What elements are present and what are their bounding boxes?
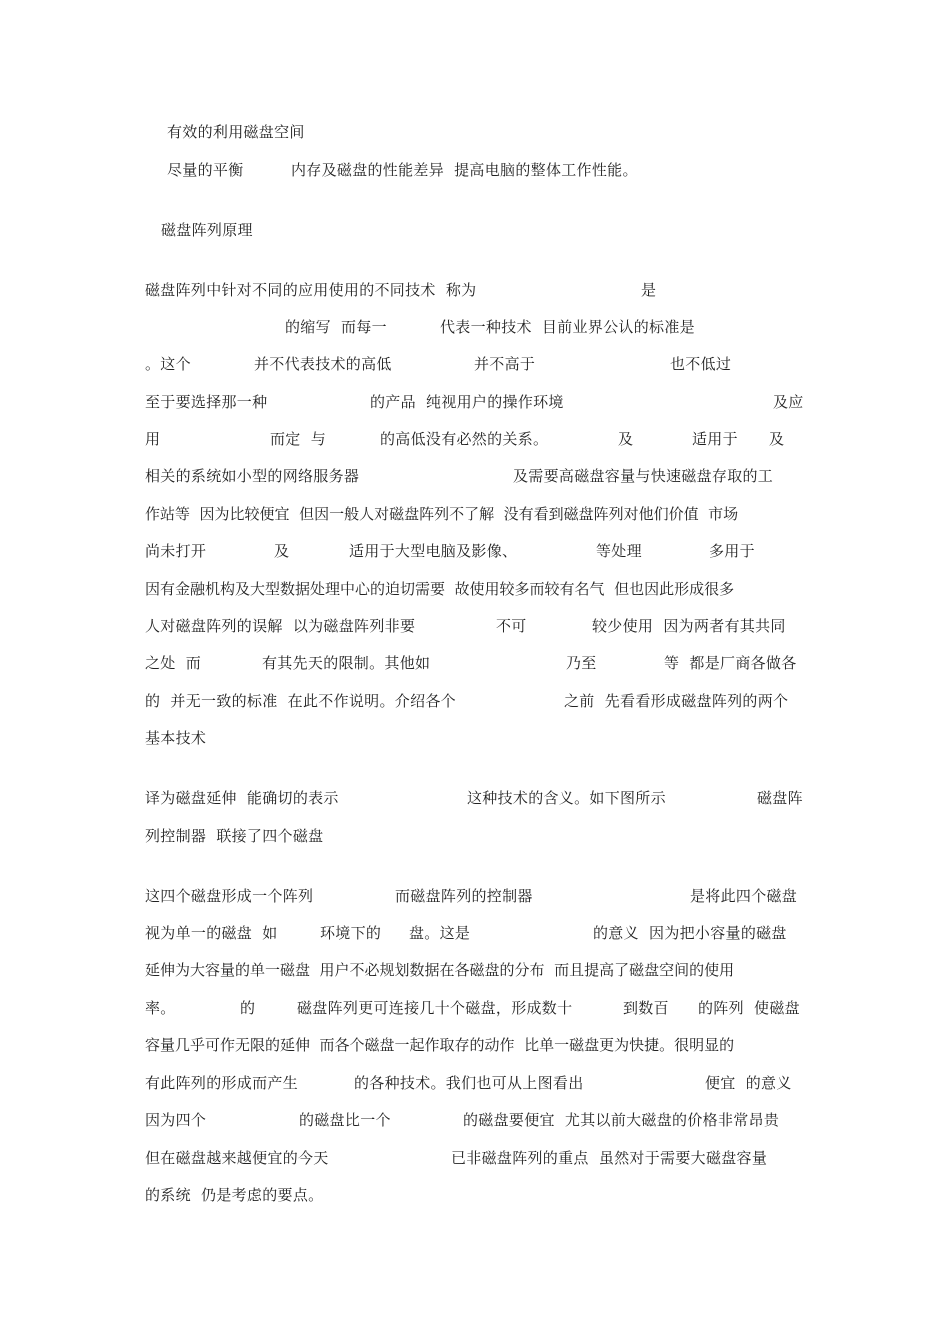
text-line [0, 691, 950, 717]
text-segment: 容量几乎可作无限的延伸 而各个磁盘一起作取存的动作 比单一磁盘更为快捷。很明显的 [145, 1036, 735, 1054]
text-segment: 有此阵列的形成而产生 [145, 1074, 299, 1092]
text-line [0, 466, 950, 492]
text-segment: 等处理 [596, 542, 642, 560]
text-line [0, 1148, 950, 1174]
text-segment: 作站等 因为比较便宜 但因一般人对磁盘阵列不了解 没有看到磁盘阵列对他们价值 市场 [145, 505, 739, 523]
text-segment: 等 都是厂商各做各 [664, 654, 797, 672]
text-segment: 列控制器 联接了四个磁盘 [145, 827, 324, 845]
text-line [0, 280, 950, 306]
text-segment: 不可 [496, 617, 527, 635]
text-segment: 的阵列 使磁盘 [698, 999, 800, 1017]
text-line [0, 317, 950, 343]
text-segment: 这四个磁盘形成一个阵列 [145, 887, 314, 905]
text-segment: 的磁盘比一个 [299, 1111, 391, 1129]
text-segment: 尚未打开 [145, 542, 207, 560]
text-line [0, 160, 950, 186]
text-segment: 磁盘阵列中针对不同的应用使用的不同技术 称为 [145, 281, 477, 299]
text-segment: 环境下的 [320, 924, 382, 942]
text-segment: 及需要高磁盘容量与快速磁盘存取的工 [513, 467, 774, 485]
text-line [0, 392, 950, 418]
text-segment: 人对磁盘阵列的误解 以为磁盘阵列非要 [145, 617, 416, 635]
text-segment: 。这个 [145, 355, 191, 373]
text-segment: 的磁盘要便宜 尤其以前大磁盘的价格非常昂贵 [463, 1111, 780, 1129]
text-segment: 乃至 [566, 654, 597, 672]
text-segment: 及 [274, 542, 290, 560]
text-line [0, 1110, 950, 1136]
text-segment: 视为单一的磁盘 如 [145, 924, 278, 942]
text-segment: 是将此四个磁盘 [690, 887, 798, 905]
text-line [0, 998, 950, 1024]
text-segment: 有其先天的限制。其他如 [262, 654, 431, 672]
text-segment: 相关的系统如小型的网络服务器 [145, 467, 360, 485]
text-segment: 磁盘阵列更可连接几十个磁盘，形成数十 [297, 999, 573, 1017]
text-segment: 是 [641, 281, 657, 299]
text-segment: 的各种技术。我们也可从上图看出 [354, 1074, 584, 1092]
text-segment: 延伸为大容量的单一磁盘 用户不必规划数据在各磁盘的分布 而且提高了磁盘空间的使用 [145, 961, 735, 979]
text-line [0, 354, 950, 380]
text-segment: 便宜 的意义 [705, 1074, 792, 1092]
text-line [0, 541, 950, 567]
text-segment: 的 并无一致的标准 在此不作说明。介绍各个 [145, 692, 456, 710]
text-line [0, 1185, 950, 1211]
text-segment: 适用于大型电脑及影像、 [349, 542, 518, 560]
text-segment: 的 [240, 999, 256, 1017]
text-segment: 适用于 [692, 430, 738, 448]
text-segment: 磁盘阵 [757, 789, 803, 807]
text-line [0, 923, 950, 949]
text-segment: 及 [769, 430, 785, 448]
text-segment: 的系统 仍是考虑的要点。 [145, 1186, 324, 1204]
text-segment: 到数百 [623, 999, 669, 1017]
text-segment: 因为四个 [145, 1111, 207, 1129]
text-segment: 并不高于 [474, 355, 536, 373]
text-segment: 但在磁盘越来越便宜的今天 [145, 1149, 329, 1167]
text-segment: 译为磁盘延伸 能确切的表示 [145, 789, 339, 807]
text-line [0, 616, 950, 642]
text-segment: 的缩写 而每一 [285, 318, 387, 336]
text-segment: 之处 而 [145, 654, 202, 672]
text-segment: 的意义 因为把小容量的磁盘 [593, 924, 787, 942]
text-line [0, 728, 950, 754]
text-segment: 及应 [773, 393, 804, 411]
text-segment: 盘。这是 [409, 924, 471, 942]
text-segment: 用 [145, 430, 161, 448]
text-segment: 有效的利用磁盘空间 [167, 123, 305, 141]
text-segment: 之前 先看看形成磁盘阵列的两个 [564, 692, 789, 710]
text-line [0, 1073, 950, 1099]
text-segment: 也不低过 [670, 355, 732, 373]
text-segment: 及 [618, 430, 634, 448]
text-segment: 基本技术 [145, 729, 207, 747]
text-line [0, 653, 950, 679]
text-segment: 的产品 纯视用户的操作环境 [370, 393, 564, 411]
text-line [0, 579, 950, 605]
text-segment: 多用于 [709, 542, 755, 560]
text-line [0, 886, 950, 912]
section-heading [0, 220, 950, 246]
text-line [0, 960, 950, 986]
text-segment: 并不代表技术的高低 [254, 355, 392, 373]
text-line [0, 504, 950, 530]
text-segment: 磁盘阵列原理 [161, 221, 253, 239]
text-segment: 尽量的平衡 [167, 161, 244, 179]
text-line [0, 1035, 950, 1061]
text-segment: 已非磁盘阵列的重点 虽然对于需要大磁盘容量 [451, 1149, 768, 1167]
text-line [0, 122, 950, 148]
text-segment: 代表一种技术 目前业界公认的标准是 [440, 318, 695, 336]
text-line [0, 826, 950, 852]
text-segment: 较少使用 因为两者有其共同 [592, 617, 786, 635]
text-segment: 的高低没有必然的关系。 [380, 430, 549, 448]
text-segment: 至于要选择那一种 [145, 393, 268, 411]
text-segment: 这种技术的含义。如下图所示 [467, 789, 666, 807]
text-line [0, 788, 950, 814]
text-segment: 因有金融机构及大型数据处理中心的迫切需要 故使用较多而较有名气 但也因此形成很多 [145, 580, 735, 598]
text-segment: 率。 [145, 999, 176, 1017]
text-segment: 而磁盘阵列的控制器 [395, 887, 533, 905]
text-segment: 而定 与 [270, 430, 327, 448]
text-line [0, 429, 950, 455]
text-segment: 内存及磁盘的性能差异 提高电脑的整体工作性能。 [291, 161, 638, 179]
